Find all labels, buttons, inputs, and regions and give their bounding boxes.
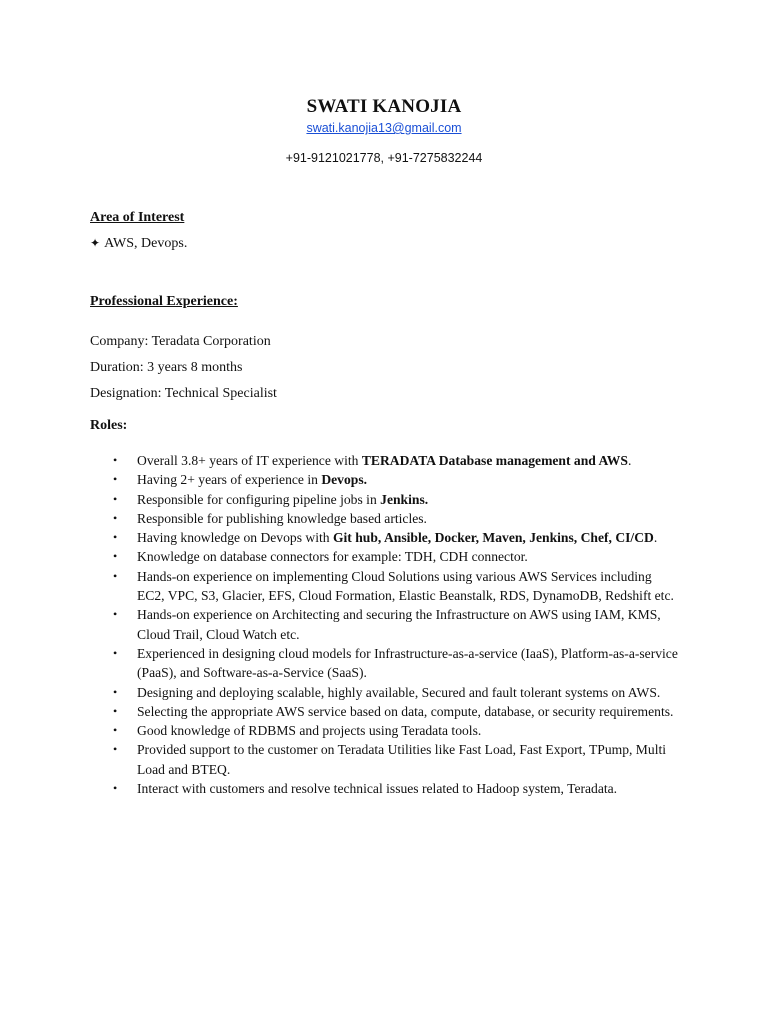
list-item: • Provided support to the customer on Teradata Utilities like Fast Load, Fast Export, TPump, Multi Load and BTEQ.: [113, 742, 667, 777]
list-item: • Designing and deploying scalable, highly available, Secured and fault tolerant systems on AWS.: [0, 683, 768, 702]
designation-line: Designation: Technical Specialist: [90, 386, 277, 401]
list-item: • Responsible for publishing knowledge based articles.: [0, 509, 768, 528]
phone-numbers: +91-9121021778, +91-7275832244: [285, 151, 483, 165]
list-item: • Hands-on experience on Architecting and securing the Infrastructure on AWS using IAM, KMS, Cloud Trail, Cloud Watch etc.: [113, 607, 661, 642]
list-item: • Experienced in designing cloud models for Infrastructure-as-a-service (IaaS), Platform-as-a-service (PaaS), and Software-as-a-Service (SaaS).: [113, 645, 678, 681]
bullet-icon: •: [113, 781, 118, 796]
candidate-name: SWATI KANOJIA: [306, 96, 462, 117]
company-line: Company: Teradata Corporation: [90, 334, 271, 349]
list-item: • Interact with customers and resolve technical issues related to Hadoop system, Teradata.: [0, 779, 768, 798]
list-item: • Good knowledge of RDBMS and projects using Teradata tools.: [0, 721, 768, 740]
roles-heading: Roles:: [90, 418, 128, 433]
bullet-icon: •: [113, 453, 118, 467]
bullet-icon: •: [113, 607, 118, 622]
list-item: • Responsible for configuring pipeline jobs in Jenkins.: [0, 490, 768, 509]
area-of-interest-item: [90, 236, 187, 252]
bullet-icon: •: [113, 530, 118, 545]
list-item: • Hands-on experience on implementing Cloud Solutions using various AWS Services including EC2, VPC, S3, Glacier, EFS, Cloud Formation, Elastic Beanstalk, RDS, DynamoDB, Redshift etc.: [113, 568, 674, 604]
bullet-icon: •: [113, 742, 118, 757]
area-of-interest-heading: Area of Interest: [90, 210, 185, 225]
list-item: • Having knowledge on Devops with Git hub, Ansible, Docker, Maven, Jenkins, Chef, CI/CD.: [0, 528, 768, 547]
bullet-icon: •: [113, 491, 118, 506]
bullet-icon: •: [113, 684, 118, 699]
bullet-icon: •: [113, 568, 118, 583]
bullet-icon: •: [113, 645, 118, 660]
bullet-icon: •: [113, 703, 118, 718]
list-item: • Overall 3.8+ years of IT experience with TERADATA Database management and AWS.: [0, 451, 768, 470]
roles-list: [0, 451, 768, 798]
bullet-icon: •: [113, 472, 118, 487]
four-pointed-star-icon: ✦: [90, 236, 101, 250]
bullet-icon: •: [113, 549, 118, 564]
professional-experience-heading: Professional Experience:: [90, 294, 238, 309]
area-of-interest-text: AWS, Devops.: [104, 236, 188, 251]
list-item: • Knowledge on database connectors for example: TDH, CDH connector.: [0, 547, 768, 566]
list-item: • Selecting the appropriate AWS service based on data, compute, database, or security requirements.: [0, 702, 768, 721]
bullet-icon: •: [113, 723, 118, 738]
bullet-icon: •: [113, 510, 118, 525]
email-link[interactable]: swati.kanojia13@gmail.com: [306, 121, 462, 135]
duration-line: Duration: 3 years 8 months: [90, 360, 243, 375]
list-item: • Having 2+ years of experience in Devops.: [0, 470, 768, 489]
